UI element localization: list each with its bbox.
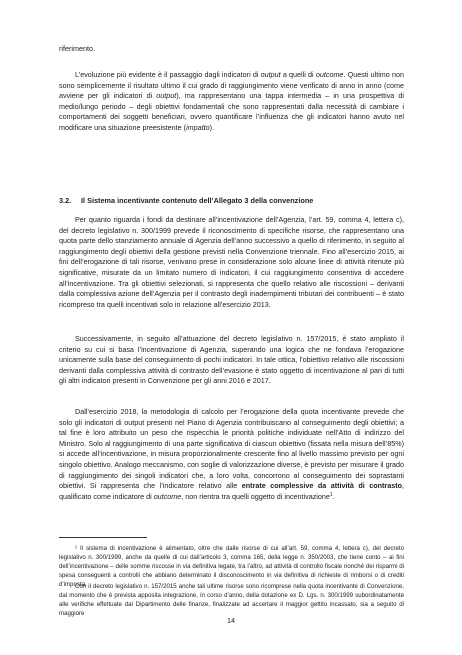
section-number: 3.2. <box>59 196 72 205</box>
paragraph-funds: Per quanto riguarda i fondi da destinare all’incentivazione dell’Agenzia, l’art. 59, comma 4, lettera c), del decreto legislativo n. 300/1999 prevede il riconoscimento di specifiche risorse, che rappresentano una quota parte dello stanziamento annuale di Agenzia dell’anno successivo a quello di riferimento, in seguito al raggiungimento degli obiettivi della gestione previsti nella Convenzione triennale. Fino all’esercizio 2015, ai fini dell’erogazione di tali risorse, venivano prese in considerazione solo alcune linee di attività ritenute più significative, misurate da un limitato numero di indicatori, il cui raggiungimento consentiva di accedere all’incentivazione. Tra gli obiettivi selezionati, si rappresenta che quello relativo alle riscossioni – derivanti dalla complessiva azione dell’Agenzia per il contrasto degli inadempimenti tributari dei contribuenti – è stato ricompreso tra quelli incentivati solo in relazione all’esercizio 2013. <box>59 215 404 309</box>
footnote-ref: 1 <box>329 491 333 498</box>
paragraph-successive: Successivamente, in seguito all’attuazione del decreto legislativo n. 157/2015, è stato ampliato il criterio su cui si basa l’incentivazione di Agenzia, superando una logica che ne fondava l’erogazione unicamente sulla base del conseguimento di pochi indicatori. In tale ottica, l’obiettivo relativo alle riscossioni derivanti dalla complessiva attività di contrasto dell’evasione è stato oggetto di incentivazione al pari di tutti gli altri indicatori presenti in Convenzione per gli anni 2016 e 2017. <box>59 334 404 386</box>
paragraph-intro: riferimento. <box>59 44 95 53</box>
footnote-1: ¹ Il sistema di incentivazione è alimentato, oltre che dalle risorse di cui all’art. 59, comma 4, lettera c), del decreto legislativo n. 300/1999, anche da quelle di cui dall’articolo 3, comma 165, della legge n. 350/2003, che tiene conto – ai fini dell’incentivazione – delle somme riscosse in via definitiva legate, tra l’altro, ad attività di controllo fiscale nonché dei risparmi di spesa conseguenti a controlli che abbiano determinato il disconoscimento in via definitiva di richieste di rimborsi o di crediti d’imposta. <box>59 545 404 588</box>
footnote-separator <box>59 537 147 538</box>
section-title: Il Sistema incentivante contenuto dell’Allegato 3 della convenzione <box>81 196 314 205</box>
footnote-1-continued: Con il decreto legislativo n. 157/2015 anche tali ultime risorse sono ricomprese nella quota incentivante di Convenzione, dal momento che è prevista apposita integrazione, in corso d’anno, della dotazione ex D. Lgs. n. 300/1999 subordinatamente alle verifiche effettuate dal Dipartimento delle finanze, finalizzate ad accertare il maggior gettito incassato, sia a seguito di maggiore <box>59 583 404 617</box>
paragraph-2018: Dall’esercizio 2018, la metodologia di calcolo per l’erogazione della quota incentivante prevede che solo gli indicatori di output presenti nel Piano di Agenzia contribuiscano al conseguimento degli obiettivi; a tal fine è loro attribuito un peso che rispecchia le priorità politiche individuate nell’Atto di indirizzo del Ministro. Solo al raggiungimento di una parte significativa di ciascun obiettivo (fissata nella misura dell’85%) si accede all’incentivazione, in misura proporzionalmente crescente fino al livello massimo previsto per ogni singolo obiettivo. Analogo meccanismo, con soglie di valorizzazione diverse, è previsto per misurare il grado di raggiungimento dei singoli indicatori che, a loro volta, concorrono al conseguimento dei soprastanti obiettivi. Si rappresenta che l’indicatore relativo alle entrate complessive da attività di contrasto, qualificato come indicatore di outcome, non rientra tra quelli oggetto di incentivazione$^1$. <box>59 407 405 501</box>
paragraph-evolution: L’evoluzione più evidente è il passaggio dagli indicatori di output a quelli di outcome. Questi ultimo non sono semplicemente il risultato ultimo il cui grado di raggiungimento viene verificato di anno in anno (come avviene per gli indicatori di output), ma rappresentano una tappa intermedia – in una prospettiva di medio/lungo periodo – degli obiettivi fondamentali che sono rappresentati dalla necessità di cambiare i comportamenti dei soggetti beneficiari, ovvero quantificare l’influenza che gli indicatori hanno avuto nel modificare una situazione preesistente (impatto). <box>59 70 404 132</box>
page-number: 14 <box>227 616 235 625</box>
section-heading <box>59 196 313 205</box>
